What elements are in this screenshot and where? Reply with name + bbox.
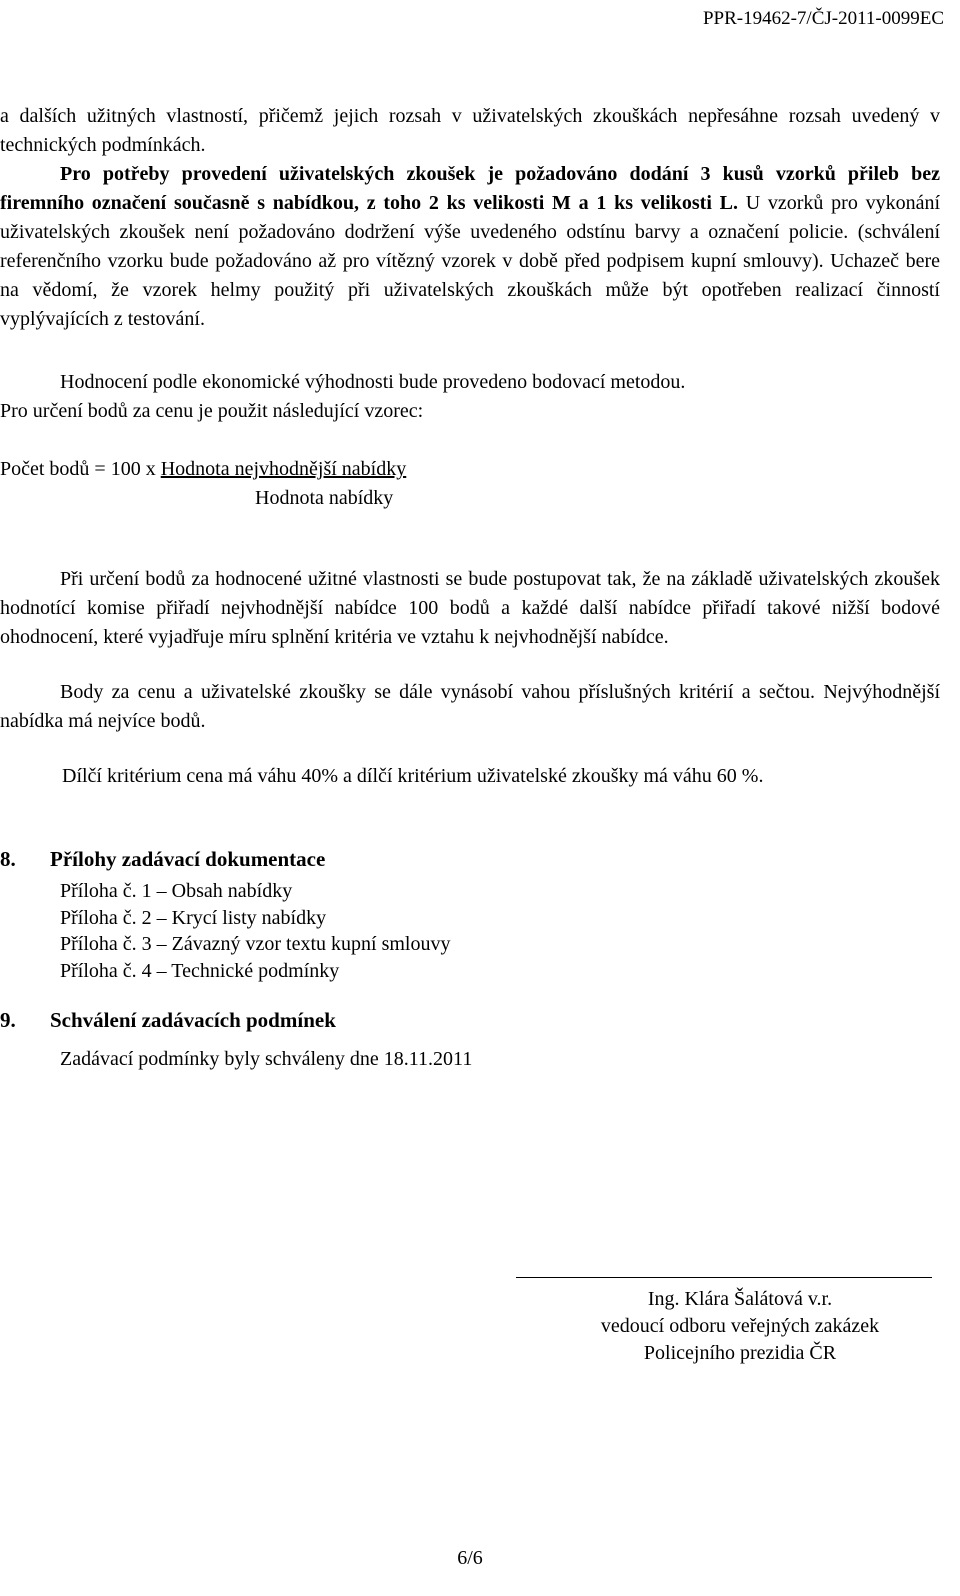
attachment-item: Příloha č. 1 – Obsah nabídky (60, 880, 293, 902)
paragraph-usage-tests: a dalších užitných vlastností, přičemž jejich rozsah v uživatelských zkouškách nepřesáhne rozsah uvedený v technických podmínkách. (0, 105, 940, 156)
signatory-name: Ing. Klára Šalátová v.r. (647, 1288, 833, 1310)
attachment-item: Příloha č. 2 – Krycí listy nabídky (60, 906, 327, 929)
paragraph-utility-points: Při určení bodů za hodnocené užitné vlastnosti se bude postupovat tak, že na základě uživatelských zkoušek hodnotící komise přiřadí nejvhodnější nabídce 100 bodů a každé další nabídce přiřadí takové nižší bodové ohodnocení, které vyjadřuje míru splnění kritéria ve vztahu k nejvhodnější nabídce. (0, 568, 940, 648)
formula-prefix: Počet bodů = 100 x (0, 458, 161, 480)
signatory-role: vedoucí odboru veřejných zakázek (600, 1315, 880, 1337)
signatory-organization: Policejního prezidia ČR (643, 1342, 837, 1364)
samples-requirement-bold: Pro potřeby provedení uživatelských zkoušek je požadováno dodání 3 kusů vzorků přileb bez firemního označení současně s nabídkou, z toho 2 ks velikosti M a 1 ks velikosti L. (0, 163, 940, 214)
signature-line (516, 1277, 932, 1278)
section-8-heading (0, 845, 940, 874)
attachments-list (0, 878, 940, 984)
approval-statement: Zadávací podmínky byly schváleny dne 18.11.2011 (60, 1048, 473, 1070)
formula-denominator: Hodnota nabídky (255, 487, 394, 509)
attachment-item: Příloha č. 4 – Technické podmínky (60, 959, 340, 982)
paragraph-samples (0, 160, 940, 334)
attachment-item: Příloha č. 3 – Závazný vzor textu kupní smlouvy (60, 933, 451, 955)
page-number: 6/6 (457, 1547, 483, 1569)
document-id: PPR-19462-7/ČJ-2011-0099EC (702, 8, 944, 29)
section-8-title: Přílohy zadávací dokumentace (50, 847, 326, 871)
section-8-number: 8. (0, 847, 16, 871)
price-formula (0, 455, 940, 513)
paragraph-weighting: Body za cenu a uživatelské zkoušky se dále vynásobí vahou příslušných kritérií a sečtou. Nejvýhodnější nabídka má nejvíce bodů. (0, 681, 940, 732)
section-9-title: Schválení zadávacích podmínek (50, 1008, 336, 1032)
formula-numerator: Hodnota nejvhodnější nabídky (160, 458, 407, 480)
section-9-heading (0, 1006, 940, 1035)
paragraph-formula-intro: Pro určení bodů za cenu je použit následující vzorec: (0, 400, 424, 422)
signature-block (540, 1286, 940, 1367)
samples-requirement-rest: U vzorků pro vykonání uživatelských zkoušek není požadováno dodržení výše uvedeného odstínu barvy a označení policie. (schválení referenčního vzorku bude požadováno až pro vítězný vzorek v době před podpisem kupní smlouvy). Uchazeč bere na vědomí, že vzorek helmy použitý při uživatelských zkouškách může být opotřeben realizací činností vyplývajících z testování. (0, 192, 940, 330)
document-body (0, 102, 940, 1074)
paragraph-criteria-weights: Dílčí kritérium cena má váhu 40% a dílčí kritérium uživatelské zkoušky má váhu 60 %. (62, 765, 764, 787)
section-9-number: 9. (0, 1008, 16, 1032)
paragraph-evaluation-method: Hodnocení podle ekonomické výhodnosti bude provedeno bodovací metodou. (60, 371, 686, 393)
